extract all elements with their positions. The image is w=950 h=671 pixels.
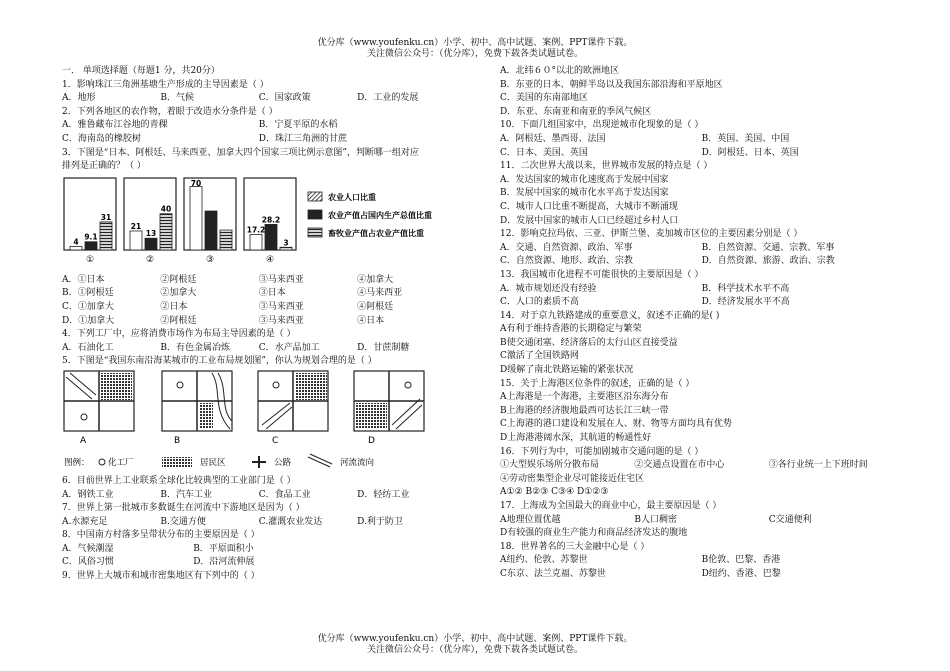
q9-option-d: D．东亚、东南亚和南亚的季风气候区 — [500, 106, 652, 117]
panel-b — [162, 371, 232, 431]
plan-legend-residential: 居民区 — [200, 457, 226, 468]
q13-option-a: A．城市规划还没有经验 — [500, 283, 597, 294]
q11-option-c: C．城市人口比重不断提高，大城市不断涌现 — [500, 201, 678, 212]
bar-3-series-3 — [220, 230, 232, 250]
q18-option-b: B伦敦、巴黎、香港 — [701, 555, 781, 566]
q3-options-b — [62, 287, 472, 301]
section-title: 一． 单项选择题（每题1 分，共20分） — [62, 66, 220, 76]
question-16: 16．下列行为中，可能加剧城市交通问题的是（ ） — [500, 446, 704, 457]
q10-option-b: B．英国、美国、中国 — [701, 133, 790, 144]
page-header — [0, 38, 950, 60]
bar-1-series-3 — [100, 222, 112, 250]
q1-options — [62, 92, 472, 106]
q4-options — [62, 342, 472, 356]
question-7: 7．世界上第一批城市多数诞生在河流中下游地区是因为（ ） — [62, 503, 305, 514]
plan-legend-river: 河流流向 — [340, 457, 375, 468]
bar-label-4-1: 17.2 — [246, 225, 266, 235]
question-10: 10．下面几组国家中，出现逆城市化现象的是（ ） — [500, 120, 704, 131]
q7-option-b: B.交通方便 — [160, 516, 206, 527]
legend-swatch-2 — [308, 210, 322, 219]
bar-label-4-3: 3 — [283, 238, 289, 248]
q16-item-4: ④劳动密集型企业尽可能接近住宅区 — [500, 473, 645, 484]
q3-options-c — [62, 301, 472, 315]
bar-2-series-2 — [145, 238, 157, 250]
bar-label-1-2: 9.1 — [84, 232, 98, 242]
q3-a-4: ④加拿大 — [357, 274, 394, 285]
q2-option-c: C．海南岛的橡胶树 — [62, 133, 141, 144]
question-17: 17．上海成为全国最大的商业中心，最主要原因是（ ） — [500, 501, 722, 511]
question-13: 13．我国城市化进程不可能很快的主要原因是（ ） — [500, 269, 704, 280]
q7-option-a: A.水源充足 — [62, 516, 108, 527]
q8-options-row2 — [62, 556, 472, 570]
q1-option-c: C．国家政策 — [258, 93, 311, 104]
q2-option-d: D．珠江三角洲的甘蔗 — [258, 133, 348, 144]
category-label-4: ④ — [265, 254, 275, 265]
q18-options-row1 — [500, 554, 920, 568]
q18-option-d: D纽约、香港、巴黎 — [701, 568, 781, 579]
q2-options-row2 — [62, 133, 472, 147]
q8-option-d: D．沿河流伸展 — [193, 557, 255, 568]
bar-2-series-3 — [160, 213, 172, 249]
plan-legend-factory: 化工厂 — [108, 457, 134, 468]
question-4: 4．下列工厂中，应将消费市场作为布局主导因素的是（ ） — [62, 329, 296, 340]
q8-options-row1 — [62, 543, 472, 557]
category-label-3: ③ — [205, 254, 215, 265]
q7-option-d: D.利于防卫 — [357, 516, 403, 527]
legend-entry-2: 农业产值占国内生产总值比重 — [328, 210, 432, 220]
plan-legend-road: 公路 — [274, 457, 292, 468]
factory-icon — [99, 459, 105, 465]
q7-options — [62, 516, 472, 530]
q3-c-3: ③马来西亚 — [258, 301, 304, 312]
q2-option-b: B．宁夏平原的水稻 — [258, 120, 338, 131]
right-column — [500, 65, 920, 582]
q3-d-1: D．①加拿大 — [62, 315, 115, 326]
bar-4-series-2 — [265, 224, 277, 250]
question-14: 14．对于京九铁路建成的重要意义，叙述不正确的是( ) — [500, 310, 720, 321]
q3-d-4: ④日本 — [357, 315, 385, 326]
question-6: 6．目前世界上工业联系全球化比较典型的工业部门是（ ） — [62, 475, 296, 486]
bar-label-2-1: 21 — [130, 221, 142, 231]
q14-option-c: C激活了全国铁路网 — [500, 351, 579, 362]
page-footer — [0, 634, 950, 656]
q10-option-c: C．日本、美国、英国 — [500, 147, 588, 158]
plan-letter-c: C — [272, 435, 279, 446]
q3-c-4: ④阿根廷 — [357, 301, 394, 312]
road-icon — [252, 456, 266, 468]
legend-entry-1: 农业人口比重 — [328, 192, 376, 202]
q16-options: A①② B②③ C③④ D①②③ — [500, 487, 609, 498]
legend-entry-3: 畜牧业产值占农业产值比重 — [328, 228, 424, 238]
q3-options-d — [62, 315, 472, 329]
bar-2-series-1 — [130, 231, 142, 250]
river-icon — [308, 454, 332, 467]
bar-label-1-3: 31 — [100, 212, 112, 222]
plan-legend — [64, 454, 375, 468]
q1-option-d: D．工业的发展 — [357, 93, 419, 104]
question-3-line2: 排列是正确的？（ ） — [62, 161, 146, 172]
q13-option-c: C．人口的素质不高 — [500, 297, 579, 308]
q3-b-1: B．①阿根廷 — [62, 288, 114, 299]
q2-options-row1 — [62, 119, 472, 133]
q4-option-d: D．甘蔗制糖 — [357, 342, 410, 353]
q9-option-c: C．美国的东南部地区 — [500, 93, 588, 104]
q3-c-1: C．①加拿大 — [62, 301, 114, 312]
q8-option-b: B．平原面积小 — [193, 543, 254, 554]
q15-option-c: C上海港的港口建设和发展在人、财、物等方面均具有优势 — [500, 419, 732, 430]
bar-1-series-2 — [85, 241, 97, 249]
question-12: 12．影响克拉玛依、三亚、伊斯兰堡、麦加城市区位的主要因素分别是（ ） — [500, 229, 803, 240]
question-5: 5．下图是“我国东南沿海某城市的工业布局规划图”，你认为规划合理的是（ ） — [62, 356, 377, 367]
q10-options-row2 — [500, 147, 920, 161]
q10-option-d: D．阿根廷、日本、英国 — [701, 147, 799, 158]
q10-options-row1 — [500, 133, 920, 147]
panel-a — [64, 371, 134, 431]
q7-option-c: C.灌溉农业发达 — [258, 516, 323, 527]
legend-swatch-1 — [308, 192, 322, 201]
q3-b-3: ③日本 — [258, 288, 286, 299]
bar-label-2-2: 13 — [145, 228, 157, 238]
q10-option-a: A．阿根廷、墨西哥、法国 — [500, 133, 606, 144]
q5-layout-svg — [62, 369, 472, 475]
q3-bar-chart — [62, 174, 472, 274]
q8-option-c: C．风俗习惯 — [62, 557, 114, 568]
q12-option-d: D．自然资源、旅游、政治、宗教 — [701, 256, 835, 267]
q17-option-b: B人口稠密 — [634, 514, 678, 525]
plan-letter-d: D — [368, 435, 375, 446]
q12-options-row1 — [500, 242, 920, 256]
q12-option-a: A．交通、自然资源、政治、军事 — [500, 242, 633, 253]
q9-option-a: A．北纬６０°以北的欧洲地区 — [500, 66, 620, 76]
q16-item-2: ②交通点设置在市中心 — [634, 460, 725, 471]
q6-option-b: B．汽车工业 — [160, 489, 213, 500]
panel-d — [354, 371, 424, 431]
q5-layout-figure — [62, 369, 472, 475]
q13-options-row2 — [500, 296, 920, 310]
q6-option-a: A．钢铁工业 — [62, 489, 114, 500]
q3-b-2: ②加拿大 — [160, 288, 197, 299]
q12-option-b: B．自然资源、交通、宗教、军事 — [701, 242, 835, 253]
q17-options-row — [500, 514, 920, 528]
question-18: 18．世界著名的三大金融中心是（ ） — [500, 541, 650, 552]
bar-label-2-3: 40 — [160, 204, 172, 214]
q1-option-a: A．地形 — [62, 93, 96, 104]
q4-option-a: A．石油化工 — [62, 342, 114, 353]
q14-option-d: D缓解了南北铁路运输的紧张状况 — [500, 365, 634, 376]
q9-option-b: B．东亚的日本、朝鲜半岛以及我国东部沿海和平原地区 — [500, 79, 723, 90]
q11-option-b: B．发展中国家的城市化水平高于发达国家 — [500, 188, 669, 199]
question-9: 9．世界上大城市和城市密集地区有下列中的（ ） — [62, 571, 260, 582]
q8-option-a: A．气候潮湿 — [62, 543, 114, 554]
question-15: 15．关于上海港区位条件的叙述，正确的是（ ） — [500, 378, 695, 389]
q18-option-c: C东京、法兰克福、苏黎世 — [500, 568, 606, 579]
bar-4-series-3 — [280, 247, 292, 250]
q18-options-row2 — [500, 568, 920, 582]
q3-d-2: ②阿根廷 — [160, 315, 197, 326]
q13-option-d: D．经济发展水平不高 — [701, 297, 790, 308]
question-2: 2．下列各地区的农作物，着眼于改造水分条件是（ ） — [62, 106, 278, 117]
q15-option-b: B上海港的经济腹地最西可达长江三峡一带 — [500, 405, 669, 416]
bar-label-1-1: 4 — [73, 237, 79, 247]
legend-swatch-3 — [308, 228, 322, 237]
question-11: 11．二次世界大战以来，世界城市发展的特点是（ ） — [500, 161, 713, 172]
q4-option-c: C．水产品加工 — [258, 342, 320, 353]
q14-option-a: A有利于维持香港的长期稳定与繁荣 — [500, 324, 642, 335]
left-column — [62, 65, 472, 584]
bar-3-series-2 — [205, 211, 217, 250]
plan-letter-b: B — [174, 435, 181, 446]
footer-line-2: 关注微信公众号：（优分库），免费下载各类试题试卷。 — [366, 645, 583, 655]
plan-legend-title: 图例： — [64, 457, 90, 468]
bar-label-3-1: 70 — [190, 178, 202, 188]
q13-option-b: B．科学技术水平不高 — [701, 283, 790, 294]
q12-option-c: C．自然资源、地形、政治、宗教 — [500, 256, 633, 267]
bar-3-series-1 — [190, 186, 202, 249]
header-line-2: 关注微信公众号：（优分库），免费下载各类试题试卷。 — [366, 49, 583, 59]
question-1: 1．影响珠江三角洲基塘生产形成的主导因素是（ ） — [62, 79, 269, 90]
q6-option-c: C．食品工业 — [258, 489, 311, 500]
q3-a-3: ③马来西亚 — [258, 274, 304, 285]
q3-d-3: ③马来西亚 — [258, 315, 304, 326]
question-3-line1: 3．下图是“日本、阿根廷、马来西亚、加拿大四个国家三项比例示意图”，判断哪一组对应 — [62, 147, 419, 158]
q17-option-d: D有较强的商业生产能力和商品经济发达的腹地 — [500, 528, 688, 539]
q4-option-b: B．有色金属冶炼 — [160, 342, 231, 353]
q3-options-a — [62, 274, 472, 288]
q11-option-d: D．发展中国家的城市人口已经超过乡村人口 — [500, 215, 679, 226]
header-line-1: 优分库（www.youfenku.cn）小学、初中、高中试题、案例、PPT课件下载。 — [317, 38, 633, 48]
q14-option-b: B使交通闭塞、经济落后的太行山区直接受益 — [500, 337, 678, 348]
bar-1-series-1 — [70, 246, 82, 250]
q15-option-d: D上海港港阔水深，其航道的畅通性好 — [500, 433, 652, 444]
bar-label-4-2: 28.2 — [261, 215, 281, 225]
bar-4-series-1 — [250, 234, 262, 250]
q12-options-row2 — [500, 255, 920, 269]
q3-a-2: ②阿根廷 — [160, 274, 197, 285]
residential-icon — [162, 457, 192, 467]
q16-items-row1 — [500, 459, 920, 473]
footer-line-1: 优分库（www.youfenku.cn）小学、初中、高中试题、案例、PPT课件下载。 — [317, 634, 633, 644]
q3-c-2: ②日本 — [160, 301, 188, 312]
q16-item-1: ①大型娱乐场所分散布局 — [500, 460, 600, 471]
category-label-1: ① — [85, 254, 95, 265]
q13-options-row1 — [500, 283, 920, 297]
q6-option-d: D．轻纺工业 — [357, 489, 410, 500]
plan-letter-a: A — [80, 435, 87, 446]
q17-option-c: C交通便利 — [768, 514, 812, 525]
q17-option-a: A地理位置优越 — [500, 514, 561, 525]
q3-b-4: ④马来西亚 — [357, 288, 403, 299]
q6-options — [62, 489, 472, 503]
q3-bar-chart-svg — [62, 174, 472, 274]
q1-option-b: B．气候 — [160, 93, 195, 104]
question-8: 8．中国南方村落多呈带状分布的主要原因是（ ） — [62, 530, 260, 541]
q18-option-a: A纽约、伦敦、苏黎世 — [500, 555, 588, 566]
q11-option-a: A．发达国家的城市化速度高于发展中国家 — [500, 174, 669, 185]
q3-a-1: A．①日本 — [62, 274, 105, 285]
q16-item-3: ③各行业统一上下班时间 — [768, 460, 868, 471]
category-label-2: ② — [145, 254, 155, 265]
panel-c — [258, 371, 328, 431]
q15-option-a: A上海港是一个海港，主要港区沿东海分布 — [500, 392, 669, 403]
q2-option-a: A．雅鲁藏布江谷地的青稞 — [62, 120, 168, 131]
